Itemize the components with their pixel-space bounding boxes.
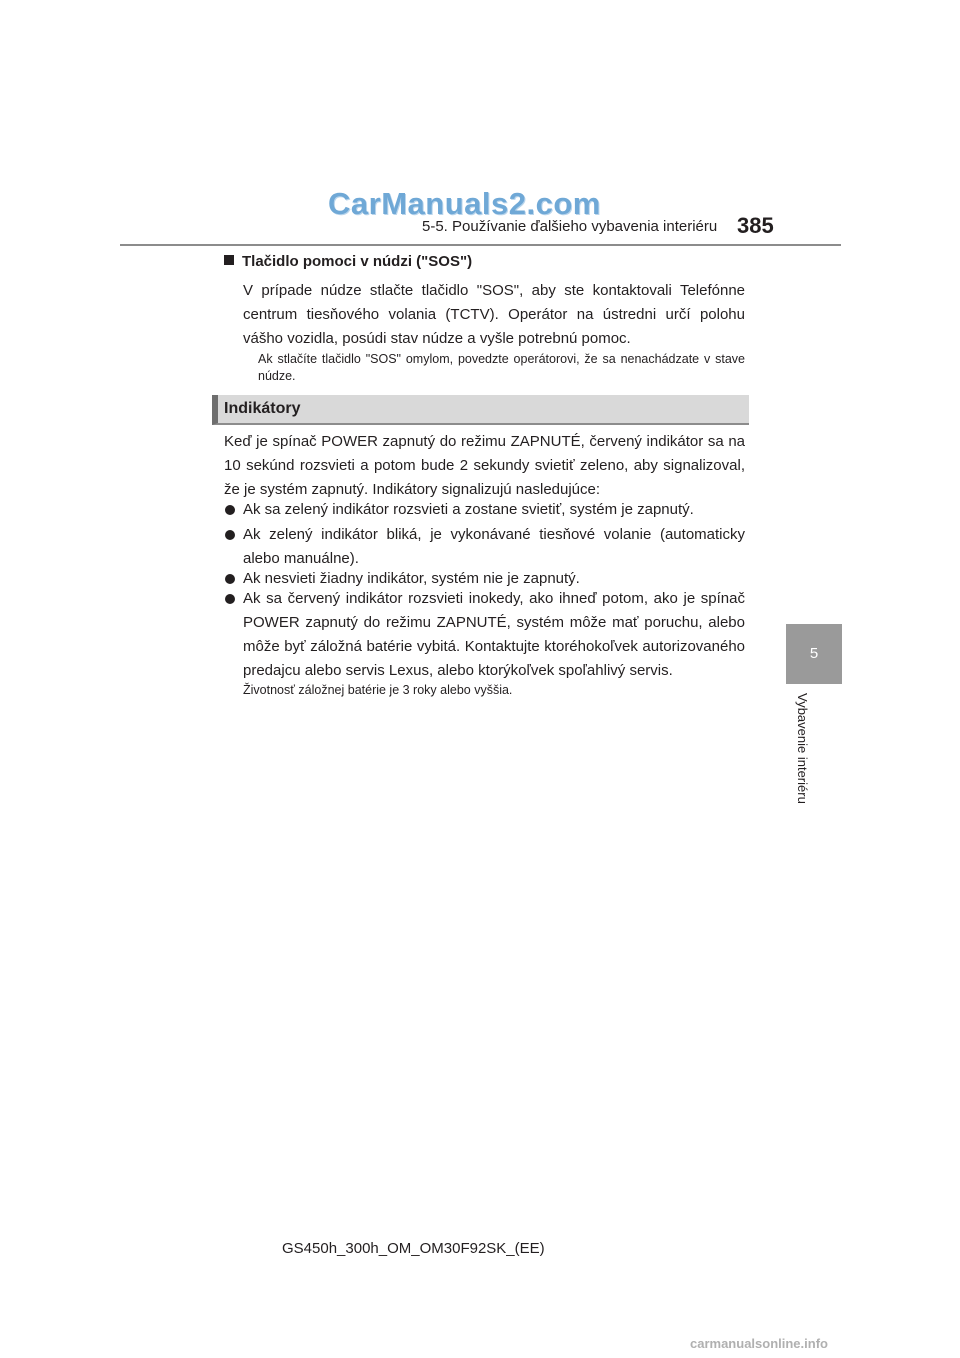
bullet-icon bbox=[225, 574, 235, 584]
list-item bbox=[224, 587, 745, 683]
bullet-icon bbox=[225, 530, 235, 540]
list-item-text: Ak sa červený indikátor rozsvieti inokedy, ako ihneď potom, ako je spínač POWER zapnutý do režimu ZAPNUTÉ, systém môže mať poruchu, alebo môže byť záložná batérie vybitá. Kontaktujte ktoréhokoľvek autorizovaného predajcu alebo servis Lexus, alebo ktorýkoľvek spoľahlivý servis. bbox=[243, 590, 745, 679]
indicators-intro: Keď je spínač POWER zapnutý do režimu ZAPNUTÉ, červený indikátor sa na 10 sekúnd rozsvieti a potom bude 2 sekundy svietiť zeleno, aby signalizoval, že je systém zapnutý. Indikátory signalizujú nasledujúce: bbox=[224, 433, 745, 498]
section-title: Indikátory bbox=[224, 400, 301, 417]
list-item-text: Ak zelený indikátor bliká, je vykonávané tiesňové volanie (automaticky alebo manuálne). bbox=[243, 526, 745, 567]
header-rule bbox=[120, 244, 841, 246]
page-number: 385 bbox=[737, 213, 774, 238]
list-item bbox=[224, 523, 745, 571]
sos-note: Ak stlačíte tlačidlo "SOS" omylom, povedzte operátorovi, že sa nenachádzate v stave núdze. bbox=[258, 352, 745, 383]
sos-heading-text: Tlačidlo pomoci v núdzi ("SOS") bbox=[242, 253, 473, 270]
watermark-footer: carmanualsonline.info bbox=[690, 1336, 828, 1351]
square-bullet-icon bbox=[224, 255, 234, 265]
chapter-label: Vybavenie interiéru bbox=[795, 693, 810, 804]
list-item bbox=[224, 498, 745, 522]
chapter-tab: 5 bbox=[786, 624, 842, 684]
battery-note: Životnosť záložnej batérie je 3 roky alebo vyššia. bbox=[243, 683, 513, 697]
bullet-icon bbox=[225, 505, 235, 515]
bullet-icon bbox=[225, 594, 235, 604]
sos-paragraph: V prípade núdze stlačte tlačidlo "SOS", aby ste kontaktovali Telefónne centrum tiesňového volania (TCTV). Operátor na ústredni určí polohu vášho vozidla, posúdi stav núdze a vyšle potrebnú pomoc. bbox=[243, 282, 745, 347]
sos-heading bbox=[224, 253, 472, 270]
running-header: 5-5. Používanie ďalšieho vybavenia interiéru bbox=[422, 218, 718, 235]
list-item-text: Ak nesvieti žiadny indikátor, systém nie je zapnutý. bbox=[243, 570, 580, 587]
list-item-text: Ak sa zelený indikátor rozsvieti a zostane svietiť, systém je zapnutý. bbox=[243, 501, 694, 518]
watermark-logo: CarManuals2.com bbox=[328, 186, 601, 221]
footer-code: GS450h_300h_OM_OM30F92SK_(EE) bbox=[282, 1240, 545, 1257]
